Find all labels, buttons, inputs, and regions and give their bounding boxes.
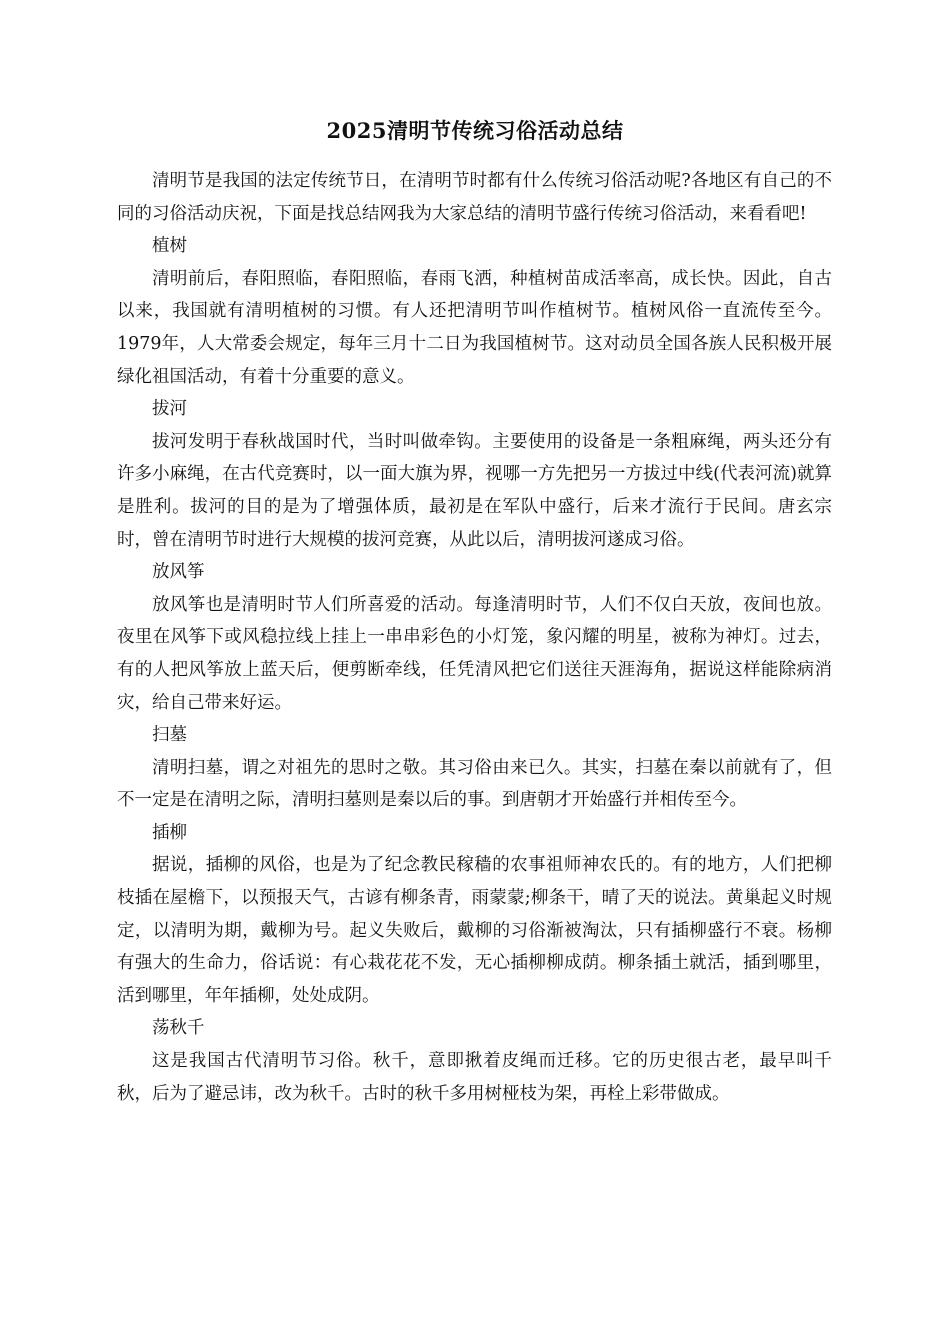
document-title: 2025清明节传统习俗活动总结 [326,118,624,143]
intro-paragraph: 清明节是我国的法定传统节日，在清明节时都有什么传统习俗活动呢?各地区有自己的不同的习俗活动庆祝，下面是找总结网我为大家总结的清明节盛行传统习俗活动，来看看吧! [117,171,832,224]
section-heading-tug-of-war: 拔河 [152,399,187,420]
section-heading-swing: 荡秋千 [152,1018,205,1039]
document-body [117,165,832,1110]
section-body-tree-planting: 清明前后，春阳照临，春阳照临，春雨飞洒，种植树苗成活率高，成长快。因此，自古以来，我国就有清明植树的习惯。有人还把清明节叫作植树节。植树风俗一直流传至今。1979年，人大常委会规定，每年三月十二日为我国植树节。这对动员全国各族人民积极开展绿化祖国活动，有着十分重要的意义。 [117,268,832,387]
section-body-willow-planting: 据说，插柳的风俗，也是为了纪念教民稼穑的农事祖师神农氏的。有的地方，人们把柳枝插在屋檐下，以预报天气，古谚有柳条青，雨蒙蒙;柳条干，晴了天的说法。黄巢起义时规定，以清明为期，戴柳为号。起义失败后，戴柳的习俗渐被淘汰，只有插柳盛行不衰。杨柳有强大的生命力，俗话说：有心栽花花不发，无心插柳柳成荫。柳条插土就活，插到哪里，活到哪里，年年插柳，处处成阴。 [117,855,832,1006]
section-heading-tree-planting: 植树 [152,236,187,257]
section-body-tug-of-war: 拔河发明于春秋战国时代，当时叫做牵钩。主要使用的设备是一条粗麻绳，两头还分有许多小麻绳，在古代竞赛时，以一面大旗为界，视哪一方先把另一方拔过中线(代表河流)就算是胜利。拔河的目的是为了增强体质，最初是在军队中盛行，后来才流行于民间。唐玄宗时，曾在清明节时进行大规模的拔河竞赛，从此以后，清明拔河遂成习俗。 [117,431,832,550]
section-heading-kite-flying: 放风筝 [152,562,205,583]
section-heading-tomb-sweeping: 扫墓 [152,725,187,746]
section-body-tomb-sweeping: 清明扫墓，谓之对祖先的思时之敬。其习俗由来已久。其实，扫墓在秦以前就有了，但不一定是在清明之际，清明扫墓则是秦以后的事。到唐朝才开始盛行并相传至今。 [117,757,832,811]
section-heading-willow-planting: 插柳 [152,822,187,843]
section-body-kite-flying: 放风筝也是清明时节人们所喜爱的活动。每逢清明时节，人们不仅白天放，夜间也放。夜里在风筝下或风稳拉线上挂上一串串彩色的小灯笼，象闪耀的明星，被称为神灯。过去，有的人把风筝放上蓝天后，便剪断牵线，任凭清风把它们送往天涯海角，据说这样能除病消灾，给自己带来好运。 [117,594,832,713]
section-body-swing: 这是我国古代清明节习俗。秋千，意即揪着皮绳而迁移。它的历史很古老，最早叫千秋，后为了避忌讳，改为秋千。古时的秋千多用树桠枝为架，再栓上彩带做成。 [117,1051,832,1104]
